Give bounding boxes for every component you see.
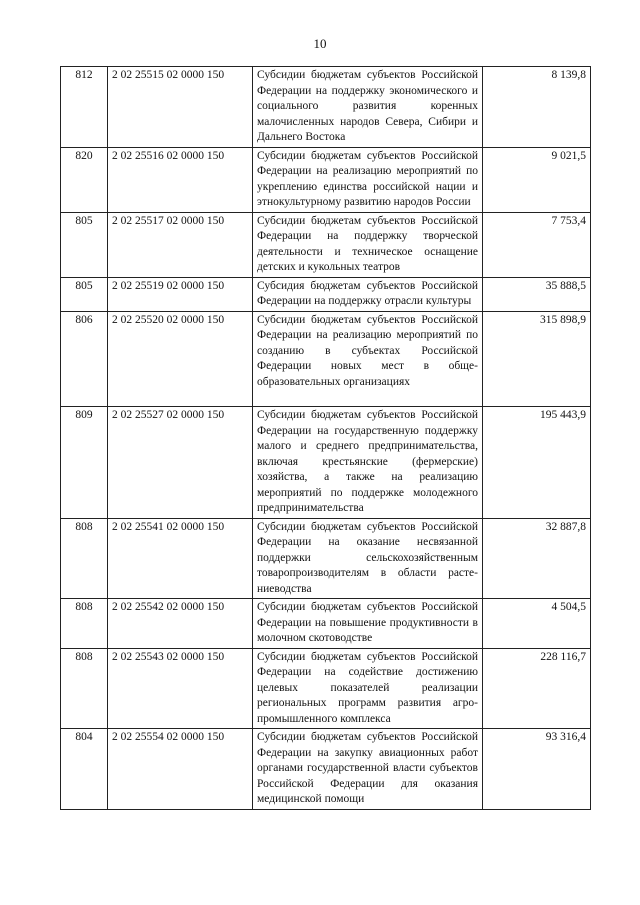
admin-code-cell: 805 [61,212,108,277]
amount-cell: 93 316,4 [483,729,591,810]
budget-classification-code-cell: 2 02 25541 02 0000 150 [108,518,253,599]
admin-code-cell: 804 [61,729,108,810]
table-row [61,729,591,810]
revenue-name-cell: Субсидии бюджетам субъектов Российской Федерации на повышение продуктивности в молочном скотоводстве [253,599,483,649]
revenue-name-cell: Субсидии бюджетам субъектов Российской Федерации на поддержку творческой деятельности и техническое оснащение детских и кукольных театров [253,212,483,277]
revenue-name-cell: Субсидии бюджетам субъектов Российской Федерации на оказание несвязанной поддержки сельскохозяйственным товаропроизводителям в области растениеводства [253,518,483,599]
admin-code-cell: 808 [61,648,108,729]
budget-revenue-table [60,66,591,810]
budget-classification-code-cell: 2 02 25519 02 0000 150 [108,277,253,311]
revenue-name-cell: Субсидии бюджетам субъектов Российской Федерации на закупку авиационных работ органами государственной власти субъектов Российской Федерации для оказания медицинской помощи [253,729,483,810]
table-row [61,212,591,277]
admin-code-cell: 805 [61,277,108,311]
table-row [61,311,591,407]
revenue-name-cell: Субсидии бюджетам субъектов Российской Федерации на реализацию мероприятий по укреплению единства российской нации и этнокультурному развитию народов России [253,147,483,212]
admin-code-cell: 806 [61,311,108,407]
budget-classification-code-cell: 2 02 25527 02 0000 150 [108,407,253,519]
page-number: 10 [313,36,327,51]
amount-cell: 315 898,9 [483,311,591,407]
amount-cell: 32 887,8 [483,518,591,599]
admin-code-cell: 809 [61,407,108,519]
table-row [61,147,591,212]
budget-classification-code-cell: 2 02 25542 02 0000 150 [108,599,253,649]
budget-classification-code-cell: 2 02 25554 02 0000 150 [108,729,253,810]
revenue-name-cell: Субсидии бюджетам субъектов Российской Федерации на реализацию мероприятий по созданию в субъектах Российской Федерации новых мест в общеобразовательных организациях [253,311,483,407]
budget-classification-code-cell: 2 02 25516 02 0000 150 [108,147,253,212]
budget-classification-code-cell: 2 02 25520 02 0000 150 [108,311,253,407]
amount-cell: 228 116,7 [483,648,591,729]
budget-classification-code-cell: 2 02 25515 02 0000 150 [108,67,253,148]
revenue-name-cell: Субсидии бюджетам субъектов Российской Федерации на государственную поддержку малого и среднего предпринимательства, включая крестьянские (фермерские) хозяйства, а также на реализацию мероприятий по поддержке молодежного предпринимательства [253,407,483,519]
admin-code-cell: 820 [61,147,108,212]
table-row [61,67,591,148]
revenue-name-cell: Субсидии бюджетам субъектов Российской Федерации на поддержку экономического и социального развития коренных малочисленных народов Севера, Сибири и Дальнего Востока [253,67,483,148]
admin-code-cell: 808 [61,599,108,649]
amount-cell: 35 888,5 [483,277,591,311]
admin-code-cell: 812 [61,67,108,148]
table-row [61,407,591,519]
admin-code-cell: 808 [61,518,108,599]
table-row [61,648,591,729]
amount-cell: 8 139,8 [483,67,591,148]
budget-classification-code-cell: 2 02 25517 02 0000 150 [108,212,253,277]
table-row [61,599,591,649]
revenue-name-cell: Субсидия бюджетам субъектов Российской Федерации на поддержку отрасли культуры [253,277,483,311]
amount-cell: 195 443,9 [483,407,591,519]
budget-classification-code-cell: 2 02 25543 02 0000 150 [108,648,253,729]
amount-cell: 7 753,4 [483,212,591,277]
table-row [61,277,591,311]
revenue-name-cell: Субсидии бюджетам субъектов Российской Федерации на содействие достижению целевых показателей реализации региональных программ развития агропромышленного комплекса [253,648,483,729]
amount-cell: 9 021,5 [483,147,591,212]
table-row [61,518,591,599]
amount-cell: 4 504,5 [483,599,591,649]
